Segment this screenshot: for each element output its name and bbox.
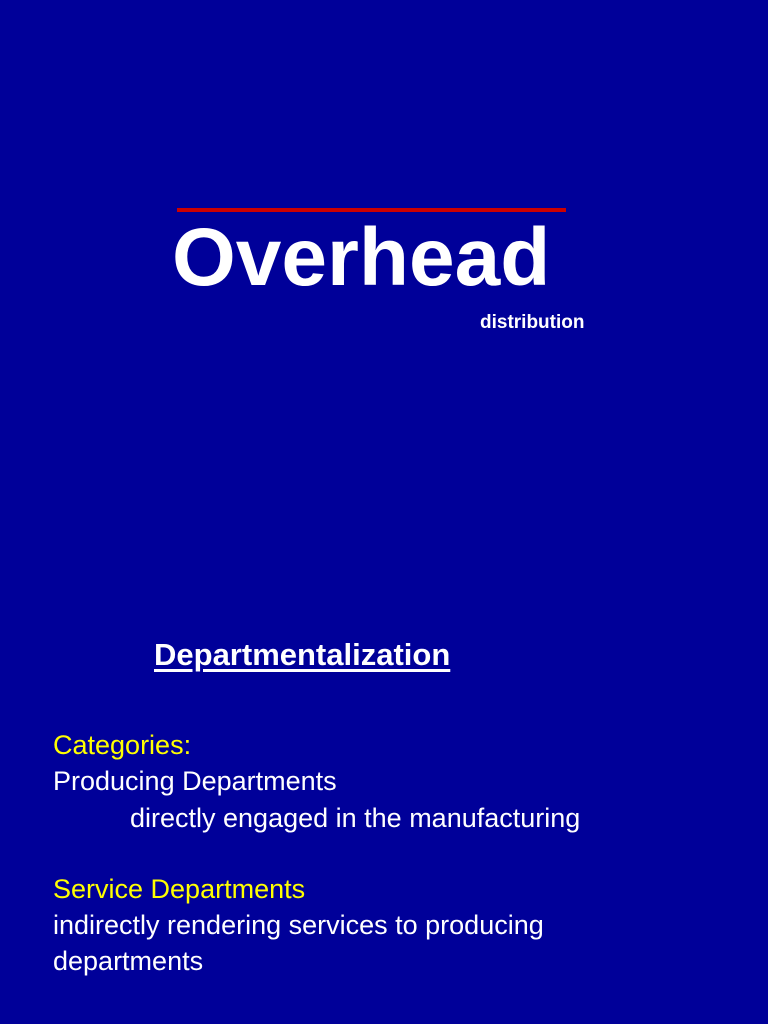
producing-departments-label: Producing Departments bbox=[53, 766, 337, 796]
slide-title: Overhead bbox=[172, 212, 551, 303]
categories-label: Categories: bbox=[53, 730, 192, 760]
service-departments-description-line-1: indirectly rendering services to producing bbox=[53, 910, 544, 940]
service-departments-label: Service Departments bbox=[53, 874, 306, 904]
producing-departments-description: directly engaged in the manufacturing bbox=[130, 803, 581, 833]
section-heading: Departmentalization bbox=[154, 637, 451, 672]
service-departments-description-line-2: departments bbox=[53, 946, 204, 976]
slide-subtitle: distribution bbox=[480, 312, 585, 333]
